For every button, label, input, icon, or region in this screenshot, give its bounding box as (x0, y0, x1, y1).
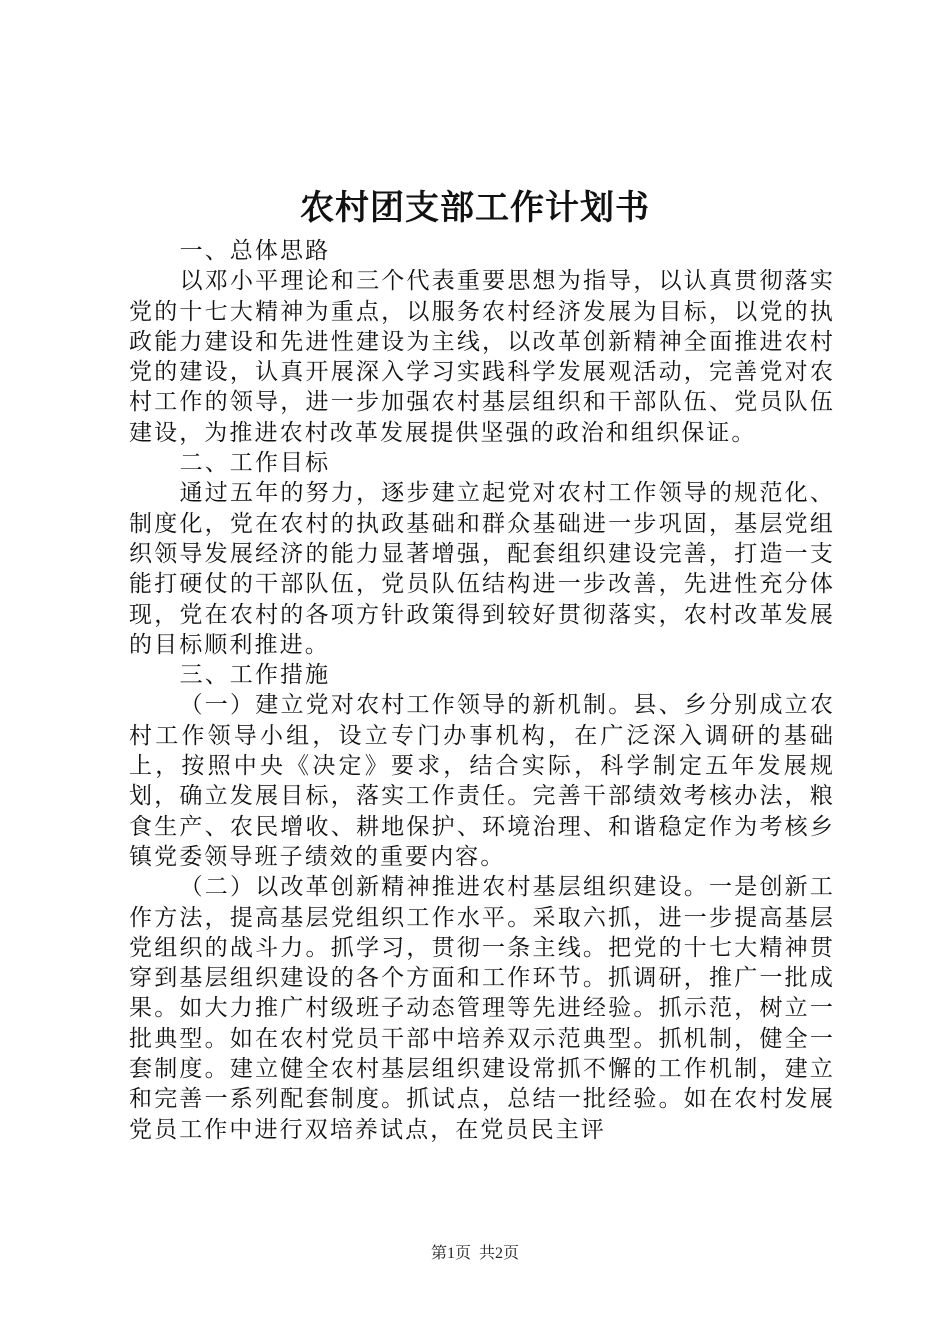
page-number-label: 第1页 (430, 1245, 471, 1262)
document-title: 农村团支部工作计划书 (300, 188, 650, 228)
paragraph-work-goals: 通过五年的努力，逐步建立起党对农村工作领导的规范化、制度化，党在农村的执政基础和群众基础进一步巩固，基层党组织领导发展经济的能力显著增强，配套组织建设完善，打造一支能打硬仗的干部队伍，党员队伍结构进一步改善，先进性充分体现，党在农村的各项方针政策得到较好贯彻落实，农村改革发展的目标顺利推进。 (129, 480, 835, 658)
document-body (129, 236, 835, 1145)
section-heading-work-measures: 三、工作措施 (179, 662, 331, 689)
section-heading-overall-approach: 一、总体思路 (179, 238, 331, 264)
paragraph-measure-two: （二）以改革创新精神推进农村基层组织建设。一是创新工作方法，提高基层党组织工作水平。采取六抓，进一步提高基层党组织的战斗力。抓学习，贯彻一条主线。把党的十七大精神贯穿到基层组织建设的各个方面和工作环节。抓调研，推广一批成果。如大力推广村级班子动态管理等先进经验。抓示范，树立一批典型。如在农村党员干部中培养双示范典型。抓机制，健全一套制度。建立健全农村基层组织建设常抓不懈的工作机制，建立和完善一系列配套制度。抓试点，总结一批经验。如在农村发展党员工作中进行双培养试点，在党员民主评 (129, 874, 835, 1143)
page-footer (0, 1244, 950, 1264)
page-total-label: 共2页 (479, 1245, 520, 1262)
section-heading-work-goals: 二、工作目标 (179, 450, 331, 477)
paragraph-measure-one: （一）建立党对农村工作领导的新机制。县、乡分别成立农村工作领导小组，设立专门办事机构，在广泛深入调研的基础上，按照中央《决定》要求，结合实际，科学制定五年发展规划，确立发展目标，落实工作责任。完善干部绩效考核办法，粮食生产、农民增收、耕地保护、环境治理、和谐稳定作为考核乡镇党委领导班子绩效的重要内容。 (129, 692, 835, 870)
paragraph-overall-approach: 以邓小平理论和三个代表重要思想为指导，以认真贯彻落实党的十七大精神为重点，以服务农村经济发展为目标，以党的执政能力建设和先进性建设为主线，以改革创新精神全面推进农村党的建设，认真开展深入学习实践科学发展观活动，完善党对农村工作的领导，进一步加强农村基层组织和干部队伍、党员队伍建设，为推进农村改革发展提供坚强的政治和组织保证。 (129, 268, 835, 446)
